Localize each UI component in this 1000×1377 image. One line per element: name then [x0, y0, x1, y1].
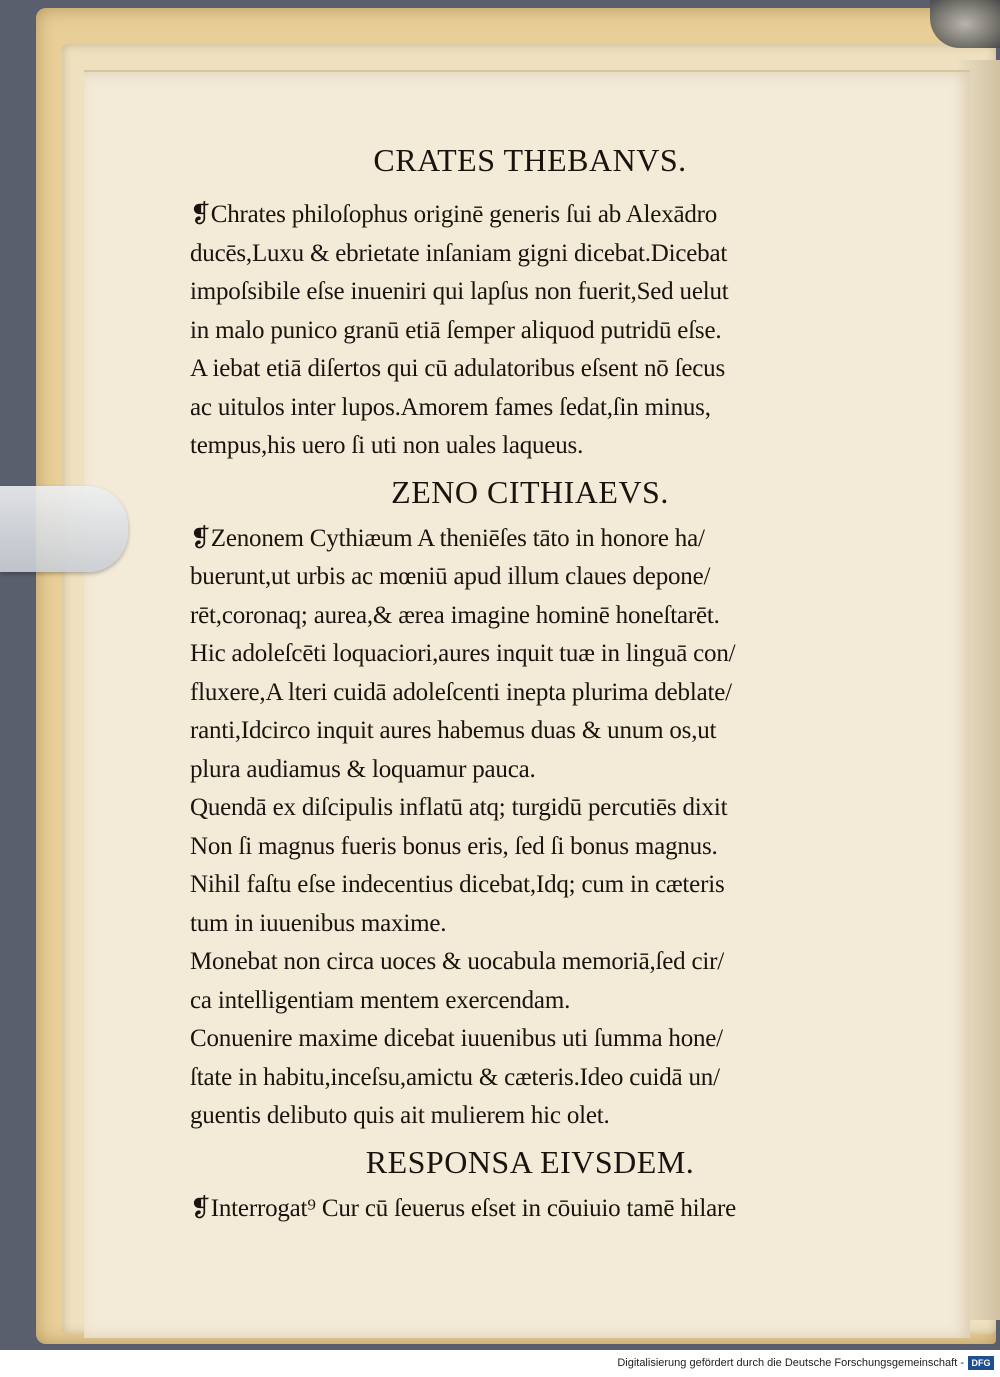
- text-line: ducēs,Luxu & ebrietate inſaniam gigni dicebat.Dicebat: [190, 239, 728, 267]
- text-line: fluxere,A lteri cuidā adoleſcenti inepta plurima deblate/: [190, 678, 732, 706]
- text-line: Non ſi magnus fueris bonus eris, ſed ſi bonus magnus.: [190, 832, 718, 860]
- text-line: buerunt,ut urbis ac mœniū apud illum claues depone/: [190, 563, 711, 590]
- clasp: [930, 0, 1000, 48]
- text-line: ❡Chrates philoſophus originē generis ſui ab Alexādro: [190, 201, 718, 228]
- funding-credit: Digitalisierung gefördert durch die Deutsche Forschungsgemeinschaft -: [617, 1357, 964, 1369]
- text-line: Monebat non circa uoces & uocabula memoriā,ſed cir/: [190, 948, 725, 975]
- text-line: Conuenire maxime dicebat iuuenibus uti ſumma hone/: [190, 1025, 723, 1052]
- text-line: A iebat etiā diſertos qui cū adulatoribus eſsent nō ſecus: [190, 355, 725, 382]
- text-line: plura audiamus & loquamur pauca.: [190, 755, 536, 783]
- bookmark-clip: [0, 486, 128, 572]
- text-line: Quendā ex diſcipulis inflatū atq; turgidū percutiēs dixit: [190, 794, 728, 821]
- text-line: Hic adoleſcēti loquaciori,aures inquit tuæ in linguā con/: [190, 640, 736, 667]
- section-heading: RESPONSA EIVSDEM.: [365, 1143, 695, 1180]
- text-line: ca intelligentiam mentem exercendam.: [190, 986, 571, 1014]
- text-line: ac uitulos inter lupos.Amorem fames ſedat,ſin minus,: [190, 393, 711, 421]
- text-line: ſtate in habitu,inceſsu,amictu & cæteris.Ideo cuidā un/: [190, 1063, 720, 1091]
- text-line: ranti,Idcirco inquit aures habemus duas & unum os,ut: [190, 717, 717, 744]
- text-line: Nihil faſtu eſse indecentius dicebat,Idq; cum in cæteris: [190, 871, 725, 898]
- dfg-logo-icon: DFG: [968, 1356, 994, 1370]
- text-line: tum in iuuenibus maxime.: [190, 909, 447, 937]
- text-line: rēt,coronaq; aurea,& ærea imagine hominē honeſtarēt.: [190, 601, 720, 629]
- text-line: tempus,his uero ſi uti non uales laqueus.: [190, 432, 584, 459]
- text-line: guentis delibuto quis ait mulierem hic olet.: [190, 1102, 610, 1129]
- text-line: impoſsibile eſse inueniri qui lapſus non fuerit,Sed uelut: [190, 278, 729, 305]
- section-heading: CRATES THEBANVS.: [373, 142, 687, 178]
- text-line: in malo punico granū etiā ſemper aliquod putridū eſse.: [190, 316, 722, 344]
- text-line: ❡Zenonem Cythiæum A theniēſes tāto in honore ha/: [190, 524, 705, 552]
- section-heading: ZENO CITHIAEVS.: [391, 473, 669, 510]
- text-line: ❡Interrogat⁹ Cur cū ſeuerus eſset in cōuiuio tamē hilare: [190, 1194, 737, 1222]
- footer-bar: [0, 1350, 1000, 1377]
- page-text: [190, 130, 870, 1228]
